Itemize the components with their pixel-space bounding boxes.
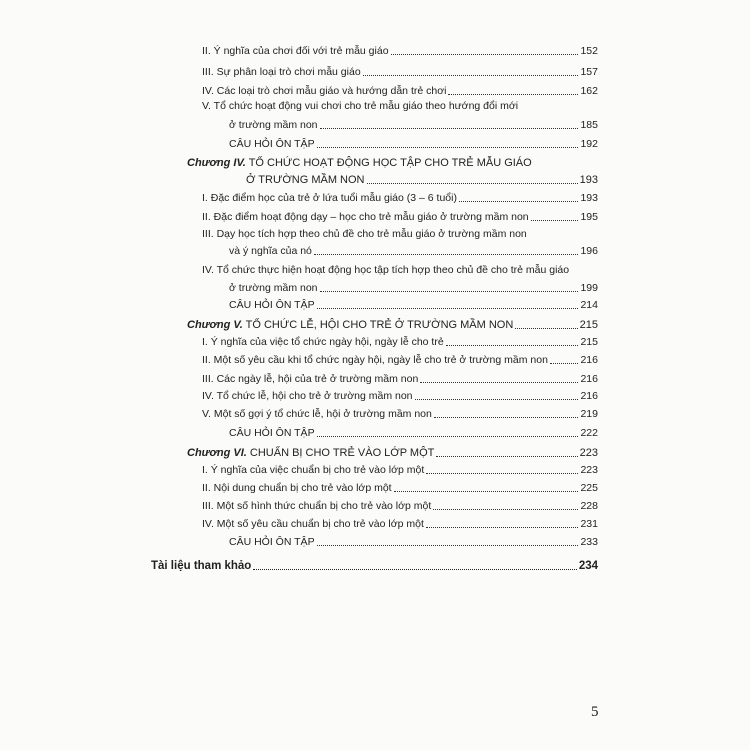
toc-entry xyxy=(202,354,598,367)
toc-entry xyxy=(202,500,598,513)
dot-leader xyxy=(415,399,579,400)
dot-leader xyxy=(317,308,579,309)
dot-leader xyxy=(317,147,579,148)
toc-entry xyxy=(229,427,598,440)
dot-leader xyxy=(317,545,579,546)
toc-entry-page: 215 xyxy=(580,336,598,348)
toc-entry-title: CÂU HỎI ÔN TẬP xyxy=(229,427,315,439)
toc-entry-title-line1: IV. Tổ chức thực hiện hoạt động học tập tích hợp theo chủ đề cho trẻ mẫu giáo xyxy=(202,264,570,276)
dot-leader xyxy=(394,491,579,492)
toc-entry xyxy=(229,245,598,258)
toc-entry xyxy=(202,408,598,421)
toc-entry-page: 192 xyxy=(580,138,598,150)
toc-entry-title: I. Ý nghĩa của việc chuẩn bị cho trẻ vào lớp một xyxy=(202,464,425,476)
dot-leader xyxy=(515,328,577,329)
toc-entry-page: 193 xyxy=(580,192,598,204)
dot-leader xyxy=(459,201,579,202)
toc-entry-page: 157 xyxy=(580,66,598,78)
dot-leader xyxy=(433,509,578,510)
toc-entry-title-line1: V. Tổ chức hoạt động vui chơi cho trẻ mẫu giáo theo hướng đổi mới xyxy=(202,100,519,112)
dot-leader xyxy=(320,128,579,129)
toc-entry-page: 216 xyxy=(580,373,598,385)
toc-entry-title: IV. Các loại trò chơi mẫu giáo và hướng dẫn trẻ chơi xyxy=(202,85,447,97)
toc-chapter-entry xyxy=(187,319,598,332)
chapter-title: CHUẨN BỊ CHO TRẺ VÀO LỚP MỘT xyxy=(246,447,435,459)
toc-entry xyxy=(202,336,598,349)
toc-entry xyxy=(202,373,598,386)
toc-entry-title: Tài liệu tham khảo xyxy=(151,560,252,572)
toc-entry-page: 222 xyxy=(580,427,598,439)
toc-entry-title: ở trường mầm non xyxy=(229,119,318,131)
toc-entry-page: 193 xyxy=(579,174,598,186)
dot-leader xyxy=(314,254,579,255)
toc-chapter-entry xyxy=(187,447,598,460)
toc-entry-title: III. Sự phân loại trò chơi mẫu giáo xyxy=(202,66,361,78)
toc-entry-title: II. Nội dung chuẩn bị cho trẻ vào lớp một xyxy=(202,482,392,494)
toc-entry-title: IV. Tổ chức lễ, hội cho trẻ ở trường mầm non xyxy=(202,390,413,402)
toc-entry-title xyxy=(187,447,434,460)
toc-entry xyxy=(202,518,598,531)
chapter-number: Chương VI. xyxy=(187,447,247,459)
toc-entry-page: 234 xyxy=(578,560,598,572)
toc-entry-title: CÂU HỎI ÔN TẬP xyxy=(229,138,315,150)
chapter-heading-line1 xyxy=(187,157,532,170)
toc-entry-title: CÂU HỎI ÔN TẬP xyxy=(229,299,315,311)
toc-references-entry xyxy=(151,560,598,573)
toc-entry xyxy=(229,119,598,132)
toc-entry-title-line1: III. Dạy học tích hợp theo chủ đề cho trẻ mẫu giáo ở trường mầm non xyxy=(202,228,527,240)
toc-entry-title: I. Đặc điểm học của trẻ ở lứa tuổi mẫu giáo (3 – 6 tuổi) xyxy=(202,192,457,204)
toc-chapter-entry xyxy=(246,174,598,187)
toc-entry xyxy=(229,282,598,295)
dot-leader xyxy=(426,473,578,474)
toc-entry xyxy=(229,138,598,151)
dot-leader xyxy=(253,569,576,570)
dot-leader xyxy=(436,456,577,457)
chapter-title: TỔ CHỨC HOẠT ĐỘNG HỌC TẬP CHO TRẺ MẪU GIÁO xyxy=(245,157,532,169)
toc-entry-title: III. Một số hình thức chuẩn bị cho trẻ vào lớp một xyxy=(202,500,432,512)
toc-entry-title: V. Một số gợi ý tổ chức lễ, hội ở trường mầm non xyxy=(202,408,432,420)
dot-leader xyxy=(550,363,579,364)
toc-entry-page: 223 xyxy=(580,464,598,476)
toc-entry-title: II. Một số yêu cầu khi tổ chức ngày hội, ngày lễ cho trẻ ở trường mầm non xyxy=(202,354,548,366)
toc-entry-title: III. Các ngày lễ, hội của trẻ ở trường mầm non xyxy=(202,373,419,385)
toc-entry-page: 185 xyxy=(580,119,598,131)
toc-entry-title: CÂU HỎI ÔN TẬP xyxy=(229,536,315,548)
toc-entry xyxy=(202,390,598,403)
toc-entry-page: 223 xyxy=(579,447,598,459)
toc-entry-page: 214 xyxy=(580,299,598,311)
chapter-number: Chương V. xyxy=(187,319,243,331)
toc-entry-page: 195 xyxy=(580,211,598,223)
dot-leader xyxy=(317,436,579,437)
toc-entry-page: 233 xyxy=(580,536,598,548)
toc-entry xyxy=(202,482,598,495)
chapter-number: Chương IV. xyxy=(187,157,246,169)
dot-leader xyxy=(420,382,578,383)
toc-entry xyxy=(229,299,598,312)
dot-leader xyxy=(426,527,579,528)
toc-entry-title: Ở TRƯỜNG MẦM NON xyxy=(246,174,365,186)
toc-entry-page: 162 xyxy=(580,85,598,97)
toc-entry-page: 199 xyxy=(580,282,598,294)
toc-entry-title: IV. Một số yêu cầu chuẩn bị cho trẻ vào lớp một xyxy=(202,518,424,530)
dot-leader xyxy=(391,54,579,55)
toc-entry xyxy=(229,536,598,549)
dot-leader xyxy=(531,220,579,221)
toc-entry xyxy=(202,85,598,98)
page-number: 5 xyxy=(591,704,599,720)
toc-entry-page: 219 xyxy=(580,408,598,420)
toc-entry xyxy=(202,66,598,79)
toc-entry-title: I. Ý nghĩa của việc tổ chức ngày hội, ngày lễ cho trẻ xyxy=(202,336,444,348)
toc-entry-page: 225 xyxy=(580,482,598,494)
toc-entry-title: ở trường mầm non xyxy=(229,282,318,294)
toc-entry-title xyxy=(187,319,513,332)
toc-entry xyxy=(202,464,598,477)
toc-entry-title: II. Đặc điểm hoạt động dạy – học cho trẻ mẫu giáo ở trường mầm non xyxy=(202,211,529,223)
dot-leader xyxy=(320,291,579,292)
toc-entry xyxy=(202,211,598,224)
toc-entry-page: 216 xyxy=(580,390,598,402)
toc-entry-page: 231 xyxy=(580,518,598,530)
toc-entry xyxy=(202,45,598,58)
toc-entry xyxy=(202,192,598,205)
toc-entry-title: và ý nghĩa của nó xyxy=(229,245,312,257)
toc-entry-page: 196 xyxy=(580,245,598,257)
toc-entry-page: 215 xyxy=(579,319,598,331)
dot-leader xyxy=(446,345,579,346)
dot-leader xyxy=(367,183,578,184)
dot-leader xyxy=(434,417,579,418)
dot-leader xyxy=(363,75,579,76)
dot-leader xyxy=(448,94,578,95)
chapter-title: TỔ CHỨC LỄ, HỘI CHO TRẺ Ở TRƯỜNG MẦM NON xyxy=(242,319,514,331)
toc-entry-title: II. Ý nghĩa của chơi đối với trẻ mẫu giáo xyxy=(202,45,389,57)
toc-entry-page: 216 xyxy=(580,354,598,366)
toc-entry-page: 228 xyxy=(580,500,598,512)
toc-entry-page: 152 xyxy=(580,45,598,57)
